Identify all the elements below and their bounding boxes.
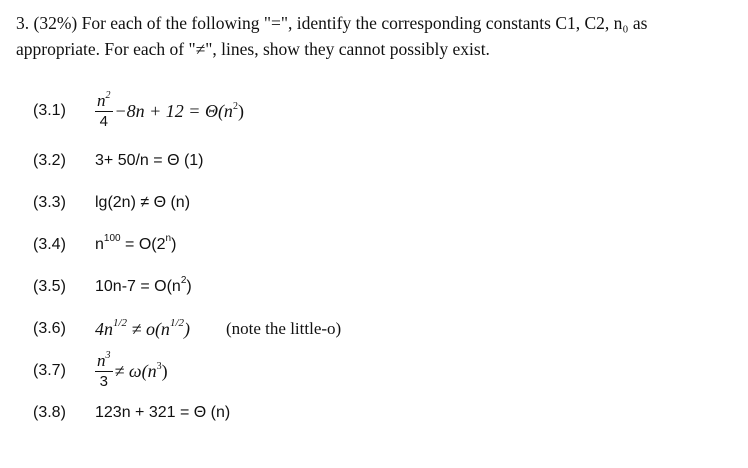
expression-rest: ≠ $\omega(n^3)$ [114, 360, 168, 381]
problem-item-3-6 [33, 314, 341, 344]
fraction-denominator: 4 [99, 112, 108, 130]
item-number: (3.1) [33, 102, 66, 119]
fraction [95, 91, 113, 132]
problem-item-3-7 [33, 348, 168, 394]
fraction [95, 351, 113, 392]
item-number: (3.2) [33, 152, 66, 169]
expression: $10n-7 = O(n^2)$ [95, 275, 192, 295]
item-number: (3.6) [33, 320, 66, 337]
fraction-denominator: 3 [99, 372, 108, 390]
expression: 123n + 321 = Θ (n) [95, 404, 231, 421]
expression: $n^{100} = O(2^n)$ [95, 233, 177, 253]
item-number: (3.7) [33, 362, 66, 379]
item-number: (3.5) [33, 278, 66, 295]
item-number: (3.8) [33, 404, 66, 421]
problem-line-1: 3. (32%) For each of the following "=", identify the corresponding constants C1, C2, n₀ as [16, 13, 648, 33]
problem-item-3-4 [33, 230, 176, 260]
note-text: (note the little-o) [226, 319, 342, 338]
problem-item-3-5 [33, 272, 192, 302]
expression-rest: $-8n + 12 = \Theta(n^2)$ [114, 100, 244, 121]
expression: lg(2n) ≠ Θ (n) [95, 194, 191, 211]
problem-item-3-3 [33, 188, 190, 218]
problem-item-3-8 [33, 398, 230, 428]
problem-statement [16, 10, 736, 62]
expression: $4n^{1/2} \ne o(n^{1/2})$ [95, 316, 190, 339]
problem-item-3-1 [33, 88, 244, 134]
fraction-numerator: $n^2$ [97, 89, 111, 110]
expression: 3+ 50/n = Θ (1) [95, 152, 204, 169]
item-number: (3.4) [33, 236, 66, 253]
item-number: (3.3) [33, 194, 66, 211]
fraction-numerator: $n^3$ [97, 349, 111, 370]
problem-item-3-2 [33, 146, 204, 176]
problem-line-2: appropriate. For each of "≠", lines, show they cannot possibly exist. [16, 39, 490, 59]
